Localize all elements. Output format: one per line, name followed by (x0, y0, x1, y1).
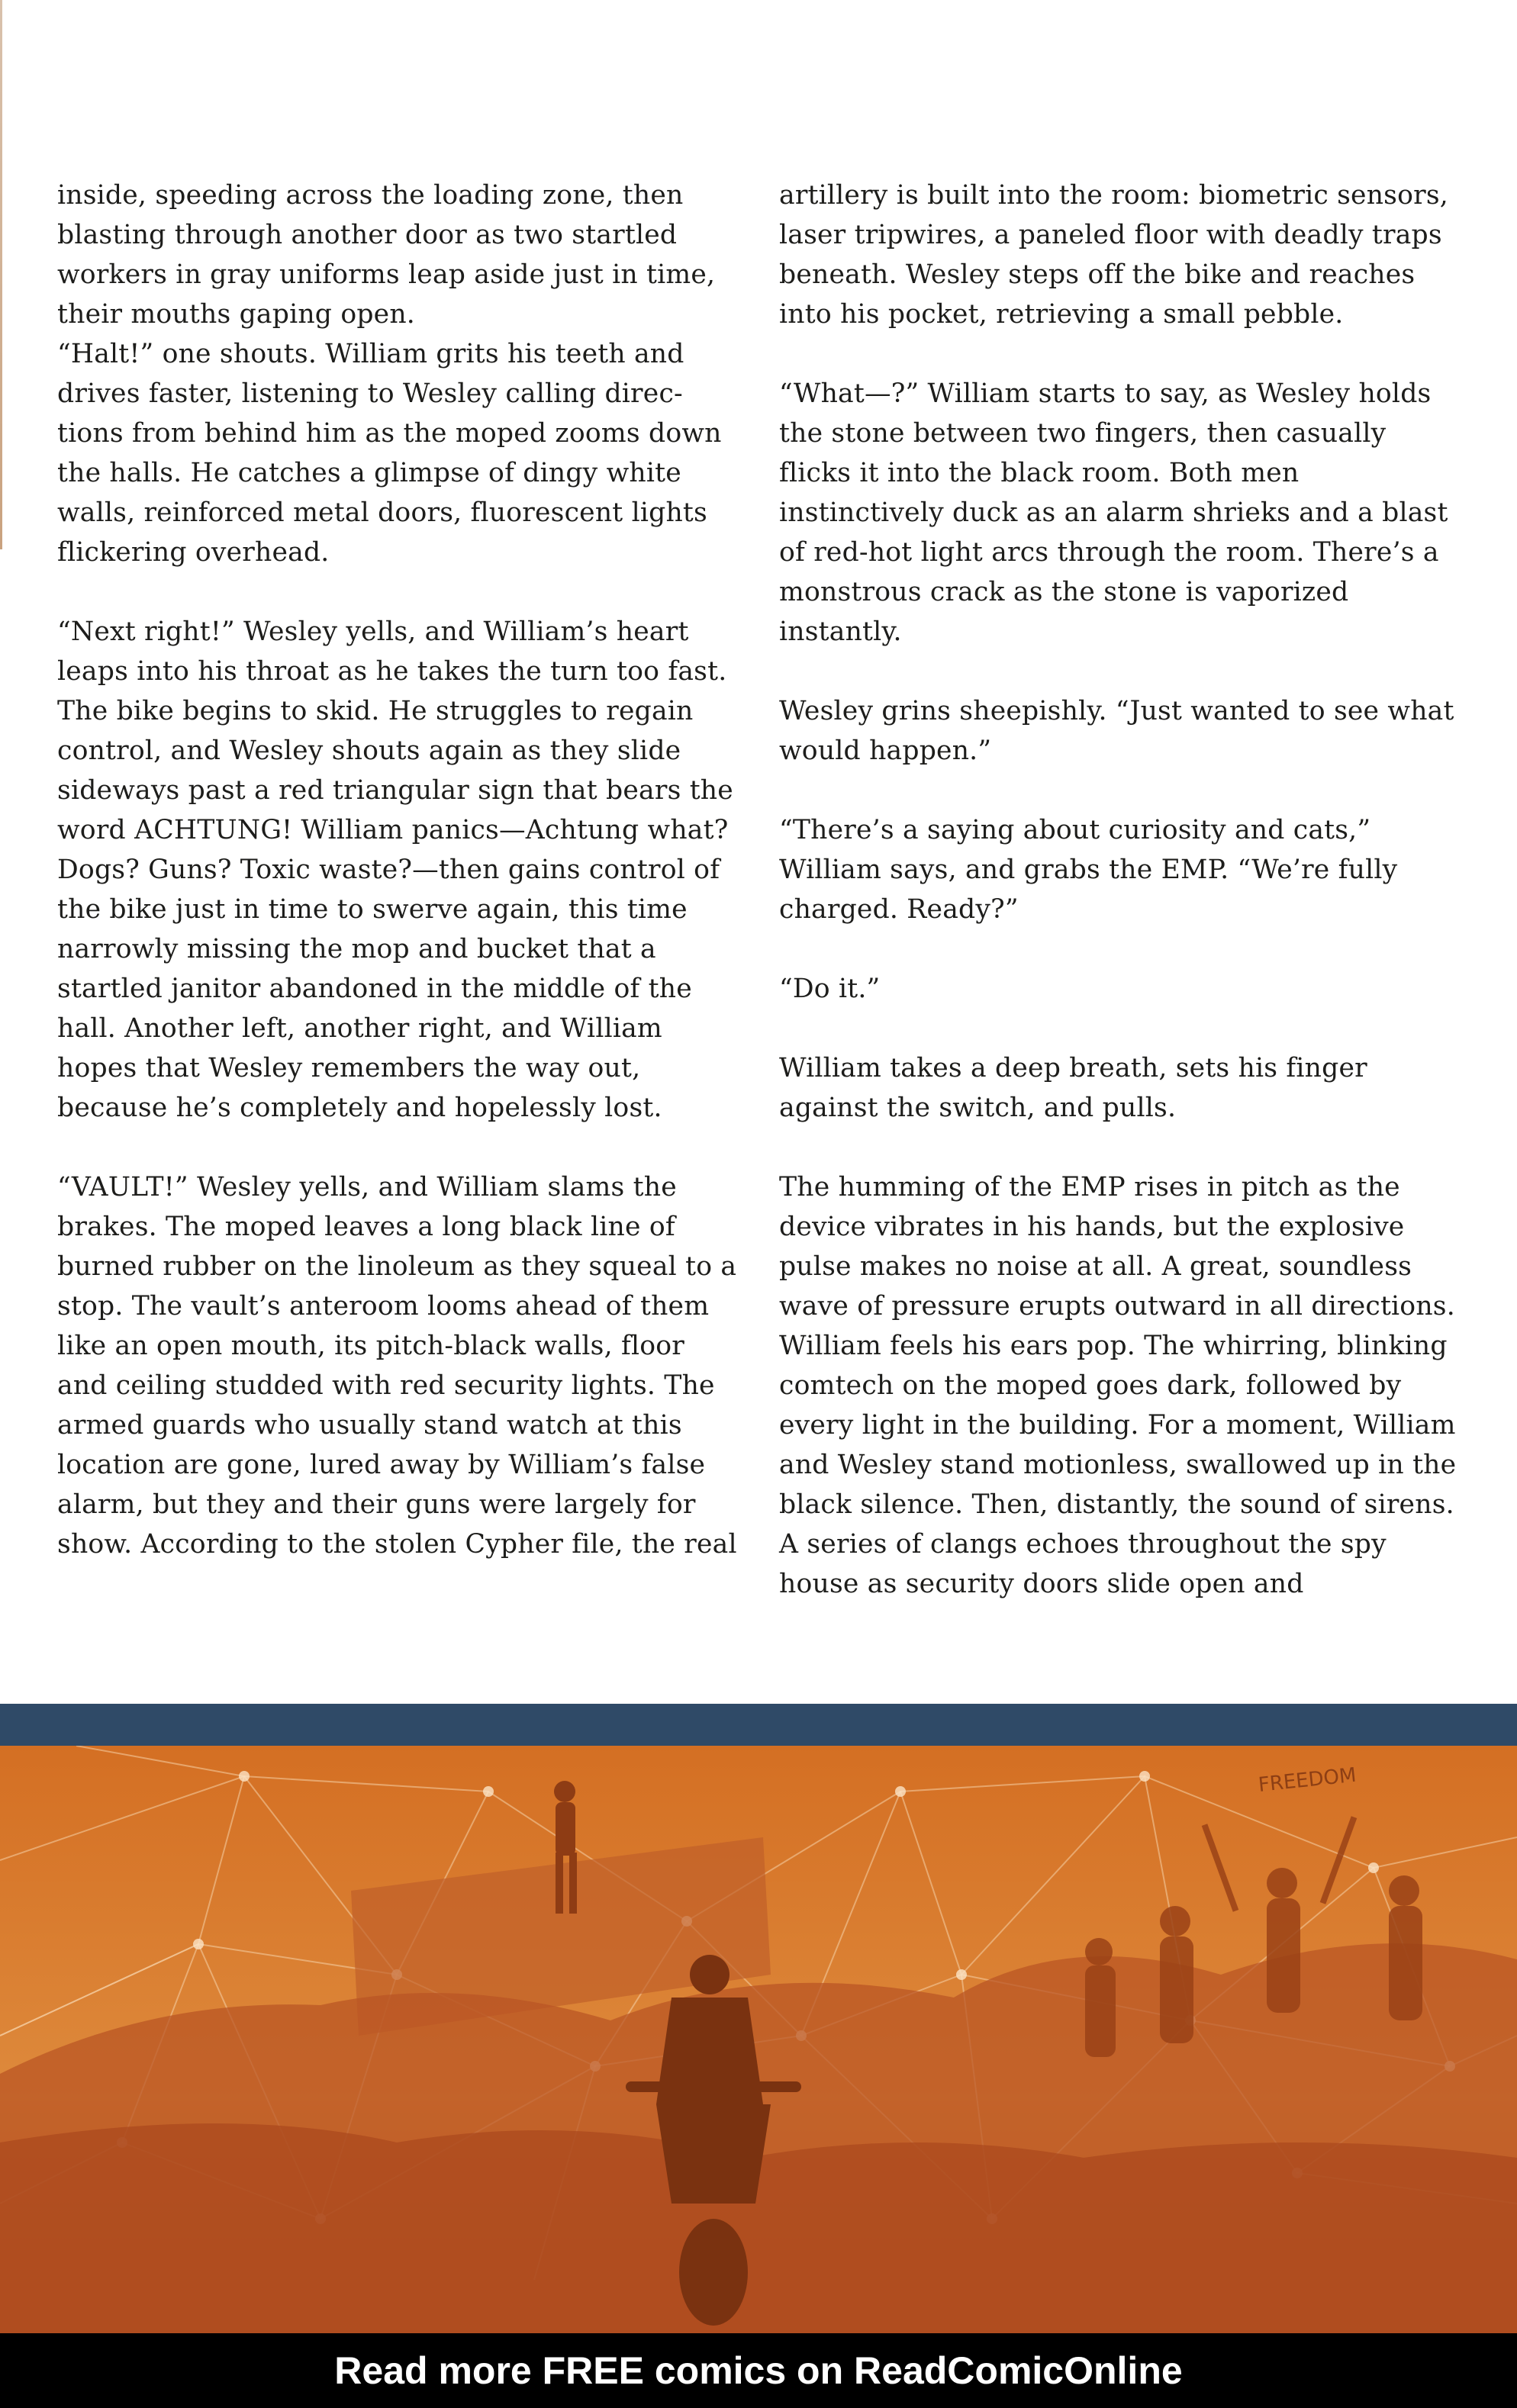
story-paragraph: William takes a deep breath, sets his finger against the switch, and pulls. (779, 1053, 1367, 1123)
freedom-sign-text: FREEDOM (1257, 1763, 1358, 1797)
story-paragraph: “VAULT!” Wesley yells, and William slams the brakes. The moped leaves a long black line of burned rubber on the linoleum as they squeal to a stop. The vault’s anteroom looms ahead of them like an open mouth, its pitch-black walls, floor and ceiling studded with red security lights. The armed guards who usually stand watch at this location are gone, lured away by William’s false alarm, but they and their guns were largely for show. According to the stolen Cypher file, the real (57, 1172, 737, 1560)
promo-banner[interactable] (0, 2333, 1517, 2408)
divider-band (0, 1704, 1517, 1746)
story-column-left (57, 175, 738, 1564)
story-paragraph: “Next right!” Wesley yells, and William’s heart leaps into his throat as he takes the turn too fast. The bike begins to skid. He struggles to regain control, and Wesley shouts again as they slide sideways past a red triangular sign that bears the word ACHTUNG! William panics—Achtung what? Dogs? Guns? Toxic waste?—then gains control of the bike just in time to swerve again, this time narrowly missing the mop and bucket that a startled janitor abandoned in the middle of the hall. Another left, another right, and William hopes that Wesley remembers the way out, because he’s completely and hopelessly lost. (57, 616, 733, 1123)
story-paragraph: “Do it.” (779, 974, 881, 1004)
illustration-artwork (0, 1746, 1517, 2333)
story-paragraph: inside, speeding across the loading zone, then blasting through another door as two startled workers in gray uniforms leap aside just in time, their mouths gaping open. (57, 180, 716, 330)
chapter-illustration (0, 1746, 1517, 2333)
story-paragraph: “What—?” William starts to say, as Wesley holds the stone between two fingers, then casually flicks it into the black room. Both men instinctively duck as an alarm shrieks and a blast of red-hot light arcs through the room. There’s a monstrous crack as the stone is vaporized instantly. (779, 378, 1448, 647)
story-paragraph: Wesley grins sheepishly. “Just wanted to see what would happen.” (779, 696, 1454, 766)
story-paragraph: artillery is built into the room: biometric sensors, laser tripwires, a paneled floor with deadly traps beneath. Wesley steps off the bike and reaches into his pocket, retrieving a small pebble. (779, 180, 1448, 330)
promo-banner-text[interactable]: Read more FREE comics on ReadComicOnline (334, 2349, 1183, 2392)
page-edge-line (0, 0, 2, 549)
story-column-right (779, 175, 1460, 1604)
story-paragraph: “There’s a saying about curiosity and cats,” William says, and grabs the EMP. “We’re fully charged. Ready?” (779, 815, 1398, 925)
story-paragraph: The humming of the EMP rises in pitch as the device vibrates in his hands, but the explosive pulse makes no noise at all. A great, soundless wave of pressure erupts outward in all directions. William feels his ears pop. The whirring, blinking comtech on the moped goes dark, followed by every light in the building. For a moment, William and Wesley stand motionless, swallowed up in the black silence. Then, distantly, the sound of sirens. A series of clangs echoes throughout the spy house as security doors slide open and (779, 1172, 1457, 1599)
story-paragraph: “Halt!” one shouts. William grits his teeth and drives faster, listening to Wesley calling direc-tions from behind him as the moped zooms down the halls. He catches a glimpse of dingy white walls, reinforced metal doors, fluorescent lights flickering overhead. (57, 339, 722, 568)
